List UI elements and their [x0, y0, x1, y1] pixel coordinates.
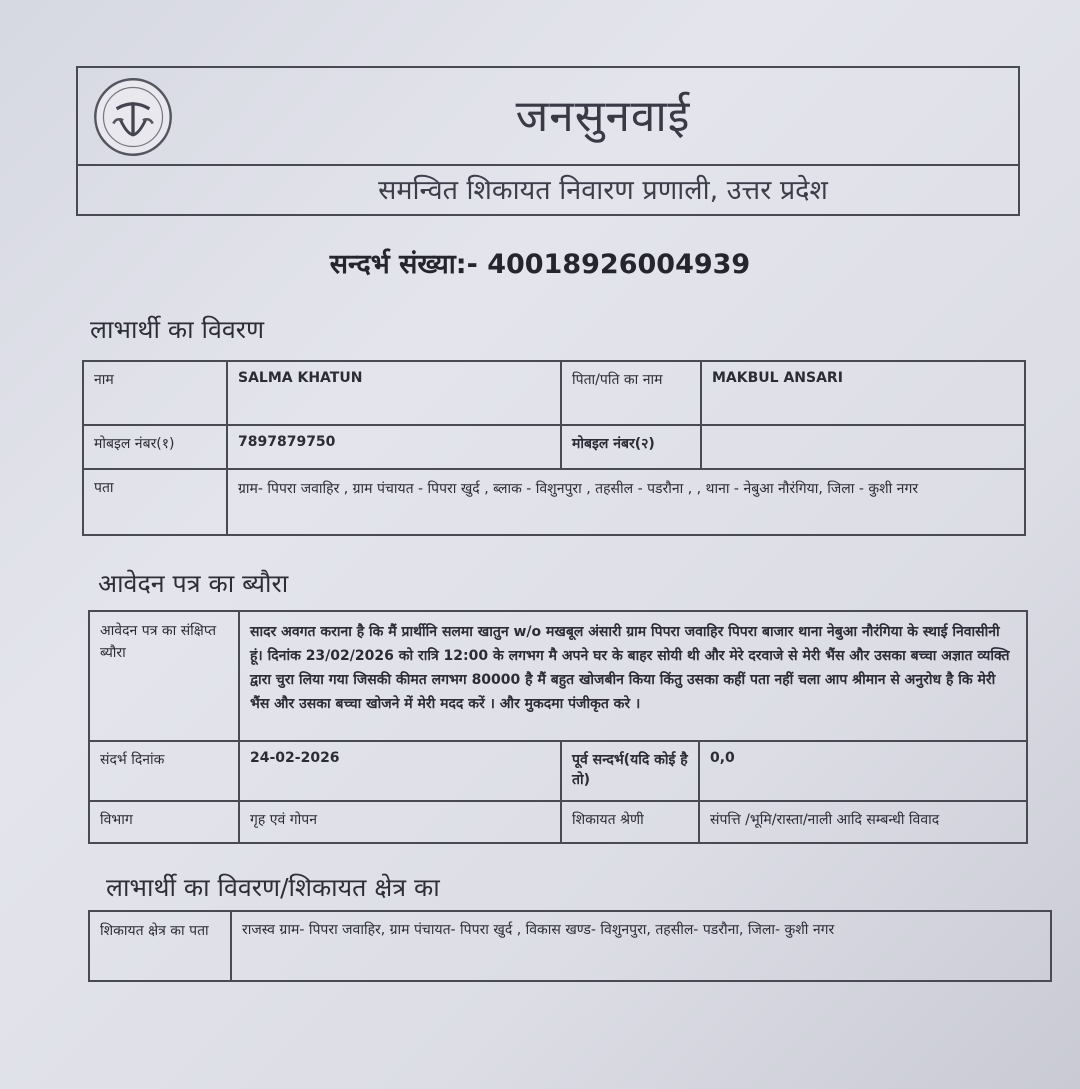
summary-label: आवेदन पत्र का संक्षिप्त ब्यौरा: [89, 611, 239, 741]
complaint-address-label: शिकायत क्षेत्र का पता: [89, 911, 231, 981]
complaint-area-section-title: लाभार्थी का विवरण/शिकायत क्षेत्र का: [106, 873, 440, 902]
header-subtitle: समन्वित शिकायत निवारण प्रणाली, उत्तर प्रदेश: [378, 175, 828, 206]
beneficiary-table: [82, 360, 1026, 536]
complaint-address-value: राजस्व ग्राम- पिपरा जवाहिर, ग्राम पंचायत- पिपरा खुर्द , विकास खण्ड- विशुनपुरा, तहसील- पडरौना, जिला- कुशी नगर: [231, 911, 1051, 981]
category-value: संपत्ति /भूमि/रास्ता/नाली आदि सम्बन्धी विवाद: [699, 801, 1027, 843]
reference-number: सन्दर्भ संख्या:- 40018926004939: [329, 249, 751, 280]
name-label: नाम: [83, 361, 227, 425]
mobile2-value: [701, 425, 1025, 469]
complaint-area-table: [88, 910, 1052, 982]
address-label: पता: [83, 469, 227, 535]
summary-value: सादर अवगत कराना है कि मैं प्रार्थीनि सलमा खातुन w/o मखबूल अंसारी ग्राम पिपरा जवाहिर पिपरा बाजार थाना नेबुआ नौरंगिया के स्थाई निवासीनी हूं। दिनांक 23/02/2026 को रात्रि 12:00 के लगभग मै अपने घर के बाहर सोयी थी और मेरे दरवाजे से मेरी भैंस और उसका बच्चा अज्ञात व्यक्ति द्वारा चुरा लिया गया जिसकी कीमत लगभग 80000 है मैं बहुत खोजबीन किया किंतु उसका कहीं पता नहीं चला आप श्रीमान से अनुरोध है कि मेरी भैंस और उसका बच्चा खोजने में मेरी मदद करें । और मुकदमा पंजीकृत करे ।: [239, 611, 1027, 741]
header-box: [76, 66, 1020, 216]
application-table: [88, 610, 1028, 844]
application-section-title: आवेदन पत्र का ब्यौरा: [98, 569, 289, 598]
ref-date-value: 24-02-2026: [239, 741, 561, 801]
father-label: पिता/पति का नाम: [561, 361, 701, 425]
dept-label: विभाग: [89, 801, 239, 843]
address-value: ग्राम- पिपरा जवाहिर , ग्राम पंचायत - पिपरा खुर्द , ब्लाक - विशुनपुरा , तहसील - पडरौना , , थाना - नेबुआ नौरंगिया, जिला - कुशी नगर: [227, 469, 1025, 535]
prev-ref-value: 0,0: [699, 741, 1027, 801]
prev-ref-label: पूर्व सन्दर्भ(यदि कोई है तो): [561, 741, 699, 801]
ref-date-label: संदर्भ दिनांक: [89, 741, 239, 801]
mobile2-label: मोबइल नंबर(२): [561, 425, 701, 469]
beneficiary-section-title: लाभार्थी का विवरण: [90, 315, 265, 344]
category-label: शिकायत श्रेणी: [561, 801, 699, 843]
father-value: MAKBUL ANSARI: [701, 361, 1025, 425]
dept-value: गृह एवं गोपन: [239, 801, 561, 843]
header-title-row: [78, 68, 1018, 166]
mobile1-label: मोबइल नंबर(१): [83, 425, 227, 469]
name-value: SALMA KHATUN: [227, 361, 561, 425]
mobile1-value: 7897879750: [227, 425, 561, 469]
header-title: जनसुनवाई: [515, 91, 691, 142]
